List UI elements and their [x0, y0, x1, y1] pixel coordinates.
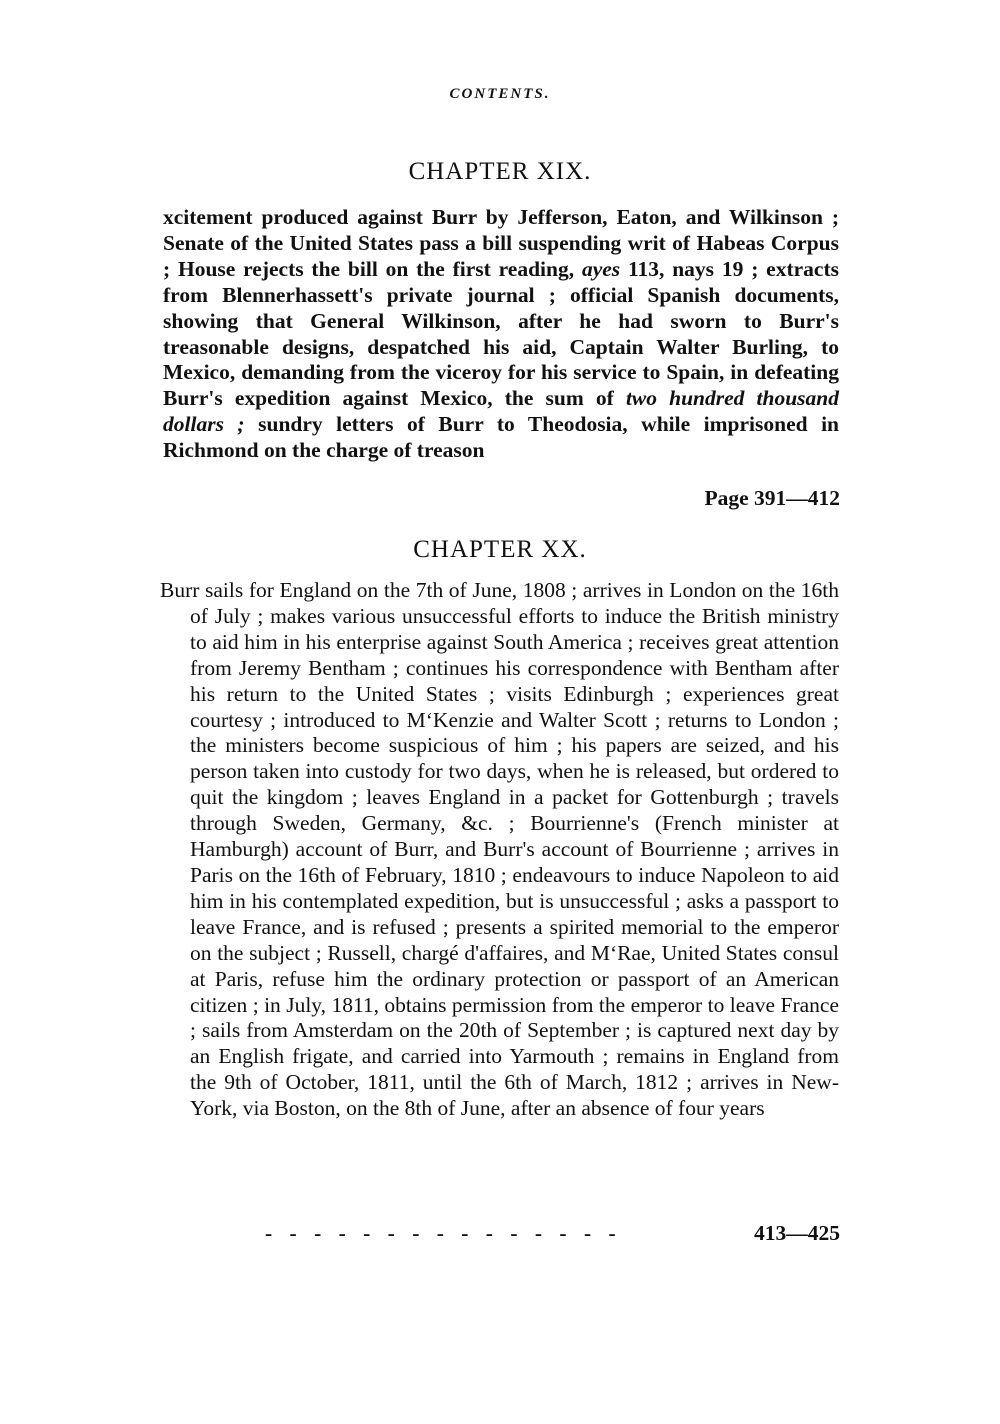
chapter-19-summary-text-3: sundry letters of Burr to Theodosia, while imprisoned in Richmond on the charge of treason: [163, 412, 840, 463]
chapter-20-title: CHAPTER XX.: [413, 536, 587, 563]
chapter-20-summary: Burr sails for England on the 7th of June, 1808 ; arrives in London on the 16th of July ; makes various unsuccessful efforts to induce the British ministry to aid him in his enterprise against South America ; receives great attention from Jeremy Bentham ; continues his correspondence with Bentham after his return to the United States ; visits Edinburgh ; experiences great courtesy ; introduced to M‘Kenzie and Walter Scott ; returns to London ; the ministers become suspicious of him ; his papers are seized, and his person taken into custody for two days, when he is released, but ordered to quit the kingdom ; leaves England in a packet for Gottenburgh ; travels through Sweden, Germany, &c. ; Bourrienne's (French minister at Hamburgh) account of Burr, and Burr's account of Bourrienne ; arrives in Paris on the 16th of February, 1810 ; endeavours to induce Napoleon to aid him in his contemplated expedition, but is unsuccessful ; asks a passport to leave France, and is refused ; presents a spirited memorial to the emperor on the subject ; Russell, chargé d'affaires, and M‘Rae, United States consul at Paris, refuse him the ordinary protection or passport of an American citizen ; in July, 1811, obtains permission from the emperor to leave France ; sails from Amsterdam on the 20th of September ; is captured next day by an English frigate, and carried into Yarmouth ; remains in England from the 9th of October, 1811, until the 6th of March, 1812 ; arrives in New-York, via Boston, on the 8th of June, after an absence of four years: [160, 578, 839, 1121]
dot-leader: - - - - - - - - - - - - - - -: [265, 1221, 622, 1245]
chapter-19-summary-ayes: ayes: [581, 256, 621, 281]
chapter-19-summary-text-1: xcitement produced against Burr by Jefferson, Eaton, and Wilkinson ; Senate of the United States pass a bill suspending writ of Habeas Corpus ; House rejects the bill on the first reading,: [163, 205, 839, 281]
chapter-19-page-range: Page 391—412: [704, 486, 840, 510]
chapter-19-title: CHAPTER XIX.: [408, 158, 592, 185]
chapter-19-summary-text-2: 113, nays 19 ; extracts from Blennerhassett's private journal ; official Spanish documents, showing that General Wilkinson, after he had sworn to Burr's treasonable designs, despatched his aid, Captain Walter Burling, to Mexico, demanding from the viceroy for his service to Spain, in defeating Burr's expedition against Mexico, the sum of: [163, 256, 839, 411]
chapter-20-page-range: 413—425: [754, 1221, 840, 1245]
chapter-19-summary: [163, 205, 839, 464]
chapter-19-summary-amount: two hundred thousand dollars ;: [163, 386, 840, 437]
running-title: CONTENTS.: [449, 86, 551, 102]
